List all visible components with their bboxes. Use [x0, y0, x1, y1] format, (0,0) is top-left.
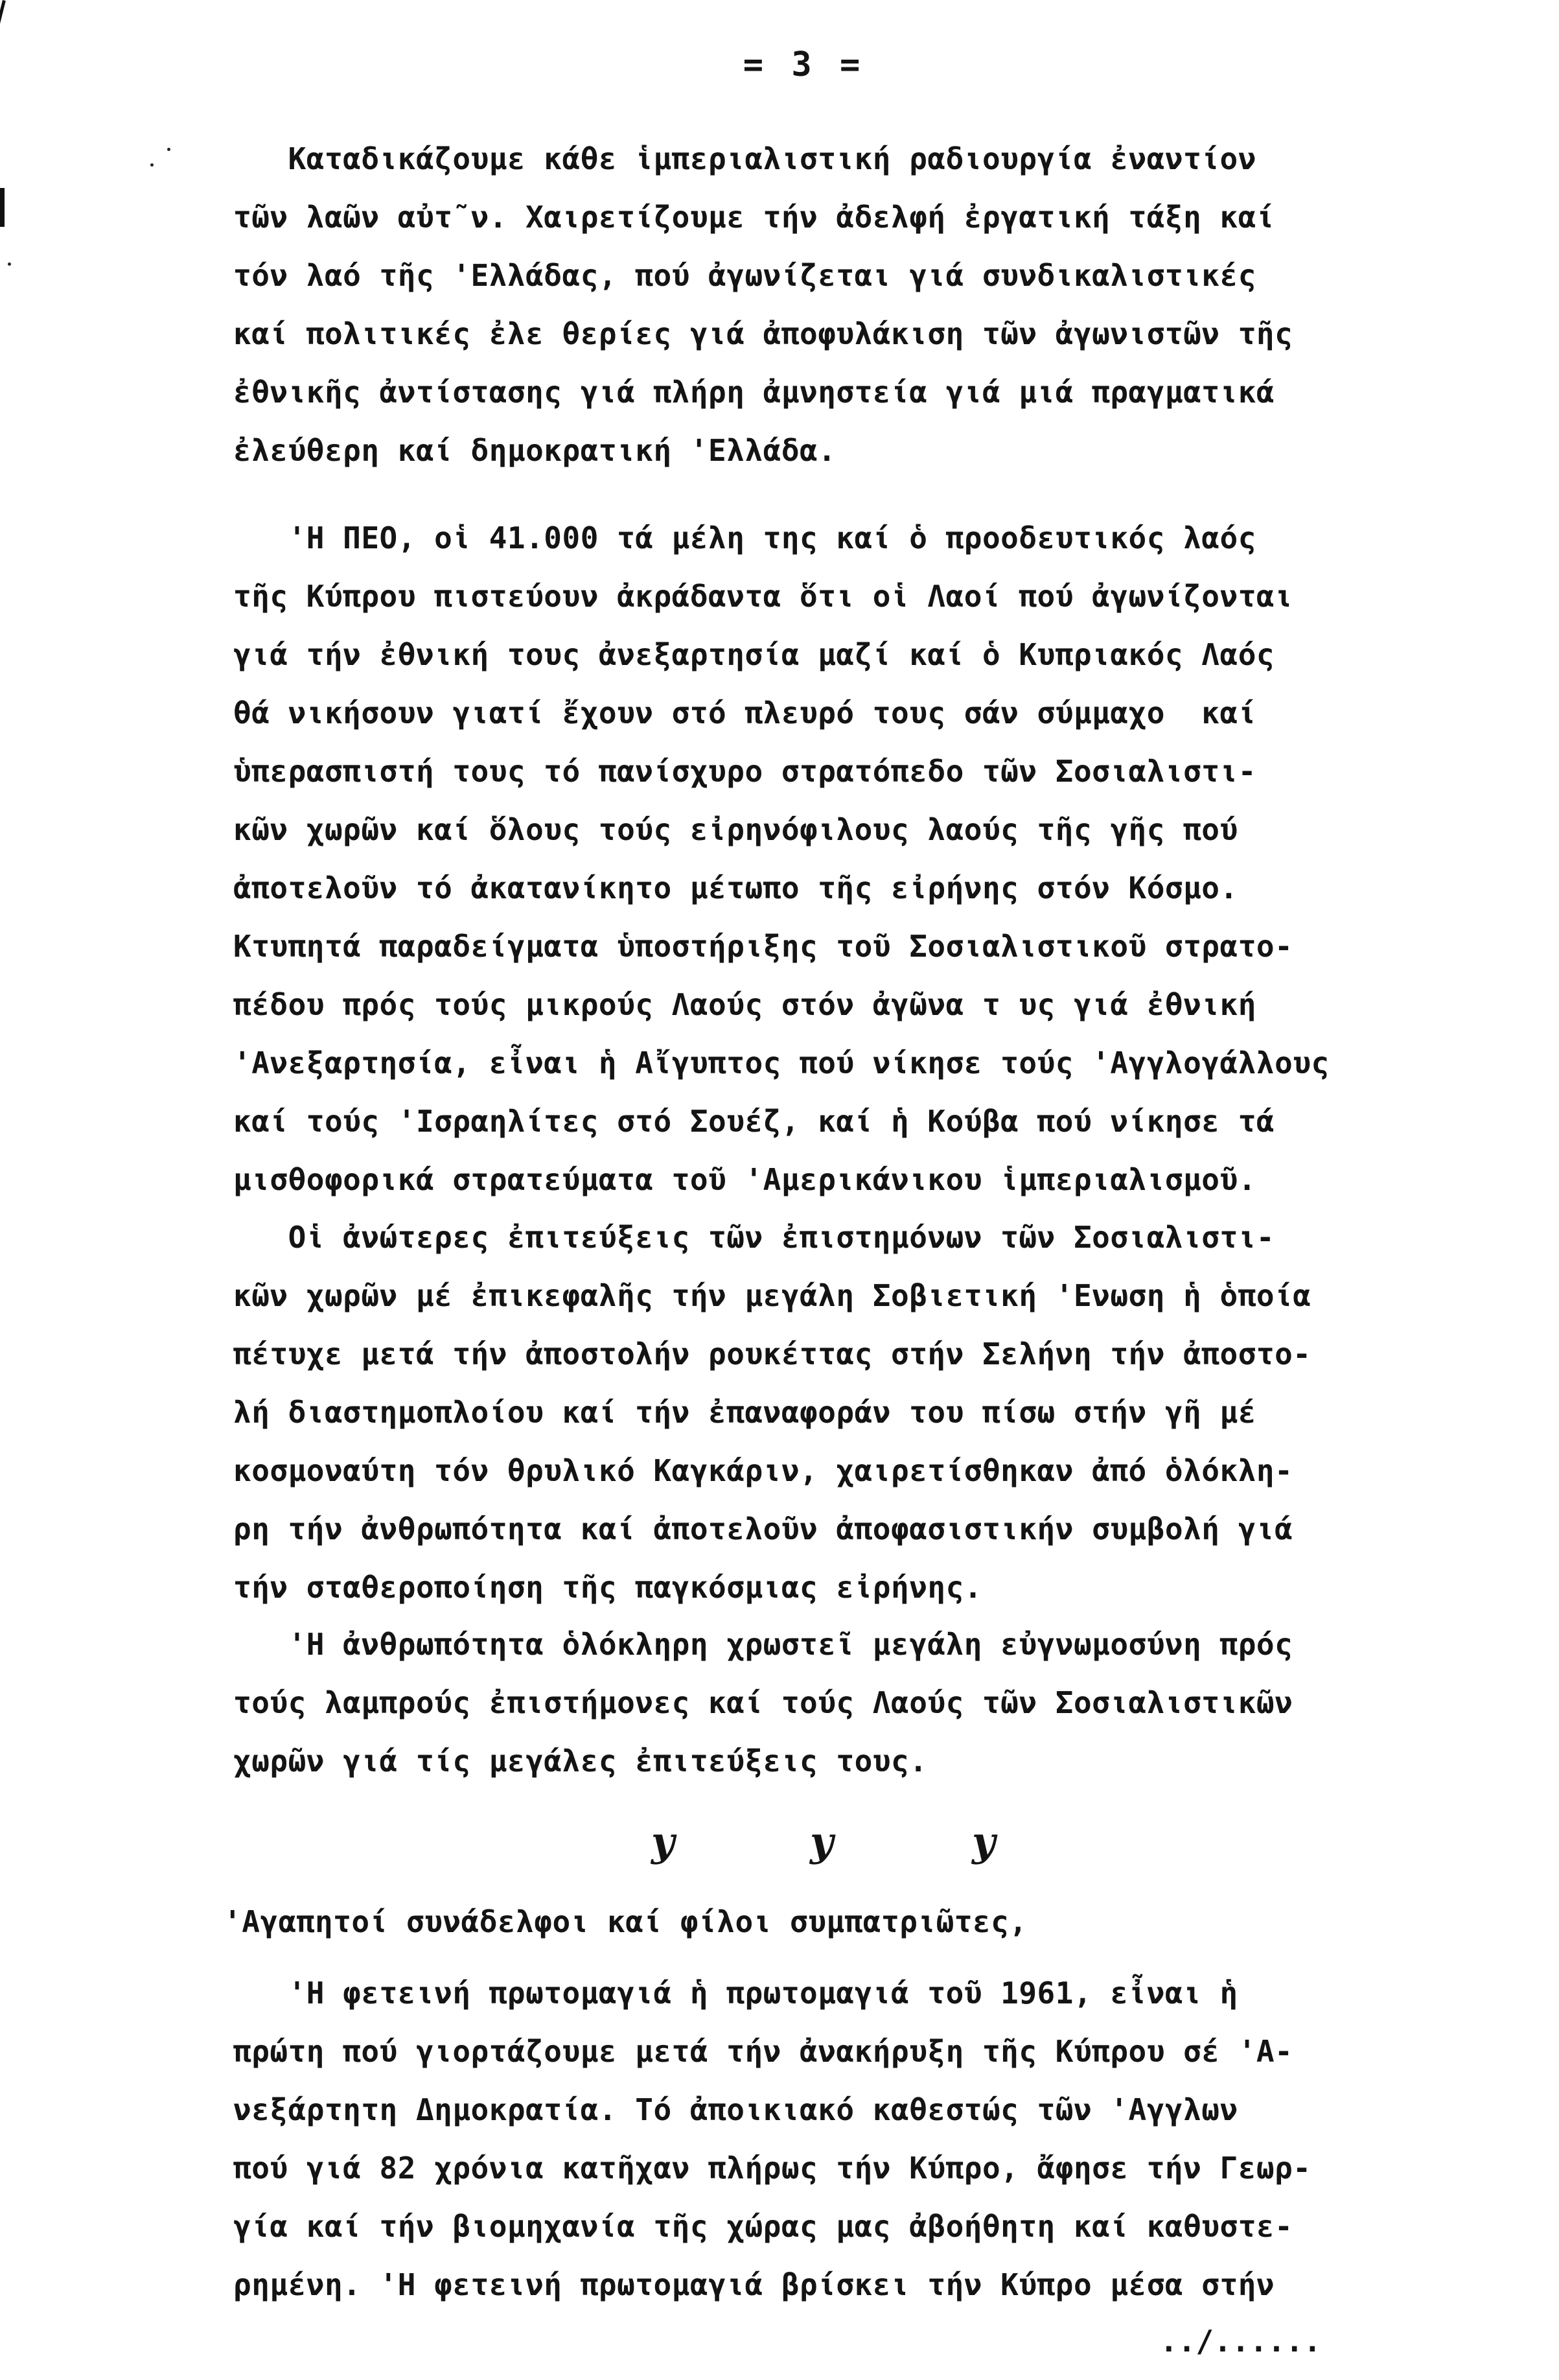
text-line: πέδου πρός τούς μικρούς Λαούς στόν ἀγῶνα τ υς γιά ἐθνική [233, 987, 1256, 1022]
text-line: γιά τήν ἐθνική τους ἀνεξαρτησία μαζί καί ὁ Κυπριακός Λαός [233, 637, 1275, 672]
scan-edge-mark [0, 0, 6, 60]
paragraph-1 [233, 130, 1438, 480]
text-line: 'Η φετεινή πρωτομαγιά ἡ πρωτομαγιά τοῦ 1961, εἶναι ἡ [233, 1976, 1238, 2011]
text-line: τήν σταθεροποίηση τῆς παγκόσμιας εἰρήνης. [233, 1570, 982, 1605]
text-line: 'Η ΠΕΟ, οἱ 41.000 τά μέλη της καί ὁ προοδευτικός λαός [233, 520, 1256, 555]
text-line: κῶν χωρῶν καί ὅλους τούς εἰρηνόφιλους λαούς τῆς γῆς πού [233, 812, 1238, 847]
text-line: ἐθνικῆς ἀντίστασης γιά πλήρη ἀμνηστεία γιά μιά πραγματικά [233, 375, 1275, 410]
text-line: νεξάρτητη Δημοκρατία. Τό ἀποικιακό καθεστώς τῶν 'Αγγλων [233, 2092, 1238, 2127]
text-line: κοσμοναύτη τόν θρυλικό Καγκάριν, χαιρετίσθηκαν ἀπό ὁλόκλη- [233, 1453, 1293, 1488]
text-line: Κτυπητά παραδείγματα ὑποστήριξης τοῦ Σοσιαλιστικοῦ στρατο- [233, 929, 1293, 964]
paragraph-2 [233, 509, 1438, 1209]
text-line: μισθοφορικά στρατεύματα τοῦ 'Αμερικάνικου ἱμπεριαλισμοῦ. [233, 1162, 1256, 1197]
text-line: κῶν χωρῶν μέ ἐπικεφαλῆς τήν μεγάλη Σοβιετική 'Ενωση ἡ ὁποία [233, 1278, 1311, 1313]
text-line: Οἱ ἀνώτερες ἐπιτεύξεις τῶν ἐπιστημόνων τῶν Σοσιαλιστι- [233, 1220, 1275, 1255]
separator-mark: y [810, 1818, 834, 1865]
paragraph-3 [233, 1208, 1438, 1616]
section-separator [0, 1818, 1559, 1870]
separator-mark: y [972, 1818, 996, 1865]
text-line: καί πολιτικές ἐλε θερίες γιά ἀποφυλάκιση τῶν ἀγωνιστῶν τῆς [233, 316, 1293, 351]
text-line: τούς λαμπρούς ἐπιστήμονες καί τούς Λαούς τῶν Σοσιαλιστικῶν [233, 1685, 1293, 1720]
salutation-line: 'Αγαπητοί συνάδελφοι καί φίλοι συμπατριῶτες, [224, 1904, 1028, 1939]
salutation [224, 1893, 1429, 1951]
text-line: Καταδικάζουμε κάθε ἱμπεριαλιστική ραδιουργία ἐναντίον [233, 141, 1256, 176]
text-line: τόν λαό τῆς 'Ελλάδας, πού ἀγωνίζεται γιά συνδικαλιστικές [233, 258, 1256, 293]
text-line: ἐλεύθερη καί δημοκρατική 'Ελλάδα. [233, 433, 837, 468]
scan-edge-mark [0, 188, 5, 227]
text-line: τῶν λαῶν αὐτ῀ν. Χαιρετίζουμε τήν ἀδελφή ἐργατική τάξη καί [233, 200, 1275, 235]
text-line: πρώτη πού γιορτάζουμε μετά τήν ἀνακήρυξη τῆς Κύπρου σέ 'Α- [233, 2034, 1293, 2069]
text-line: ἀποτελοῦν τό ἀκατανίκητο μέτωπο τῆς εἰρήνης στόν Κόσμο. [233, 870, 1238, 905]
separator-mark: y [651, 1818, 675, 1865]
text-line: χωρῶν γιά τίς μεγάλες ἐπιτεύξεις τους. [233, 1744, 928, 1779]
scan-speck [167, 148, 170, 151]
continuation-marker: ../...... [1160, 2324, 1322, 2359]
text-line: γία καί τήν βιομηχανία τῆς χώρας μας ἀβοήθητη καί καθυστε- [233, 2209, 1293, 2244]
text-line: ὑπερασπιστή τους τό πανίσχυρο στρατόπεδο τῶν Σοσιαλιστι- [233, 754, 1256, 789]
text-line: 'Ανεξαρτησία, εἶναι ἡ Αἴγυπτος πού νίκησε τούς 'Αγγλογάλλους [233, 1045, 1330, 1080]
text-line: πέτυχε μετά τήν ἀποστολήν ρουκέττας στήν Σελήνη τήν ἀποστο- [233, 1336, 1311, 1371]
text-line: ρημένη. 'Η φετεινή πρωτομαγιά βρίσκει τήν Κύπρο μέσα στήν [233, 2267, 1275, 2302]
page-number: = 3 = [743, 45, 864, 84]
scan-speck [8, 262, 11, 266]
text-line: θά νικήσουν γιατί ἔχουν στό πλευρό τους σάν σύμμαχο καί [233, 695, 1256, 730]
paragraph-5 [233, 1964, 1438, 2314]
text-line: λή διαστημοπλοίου καί τήν ἐπαναφοράν του πίσω στήν γῆ μέ [233, 1395, 1256, 1430]
paragraph-4 [233, 1615, 1438, 1790]
text-line: ρη τήν ἀνθρωπότητα καί ἀποτελοῦν ἀποφασιστικήν συμβολή γιά [233, 1511, 1293, 1546]
text-line: τῆς Κύπρου πιστεύουν ἀκράδαντα ὅτι οἱ Λαοί πού ἀγωνίζονται [233, 579, 1293, 614]
scan-speck [150, 163, 154, 167]
text-line: 'Η ἀνθρωπότητα ὁλόκληρη χρωστεῖ μεγάλη εὐγνωμοσύνη πρός [233, 1627, 1293, 1662]
text-line: πού γιά 82 χρόνια κατῆχαν πλήρως τήν Κύπρο, ἄφησε τήν Γεωρ- [233, 2151, 1311, 2186]
text-line: καί τούς 'Ισραηλίτες στό Σουέζ, καί ἡ Κούβα πού νίκησε τά [233, 1104, 1275, 1139]
